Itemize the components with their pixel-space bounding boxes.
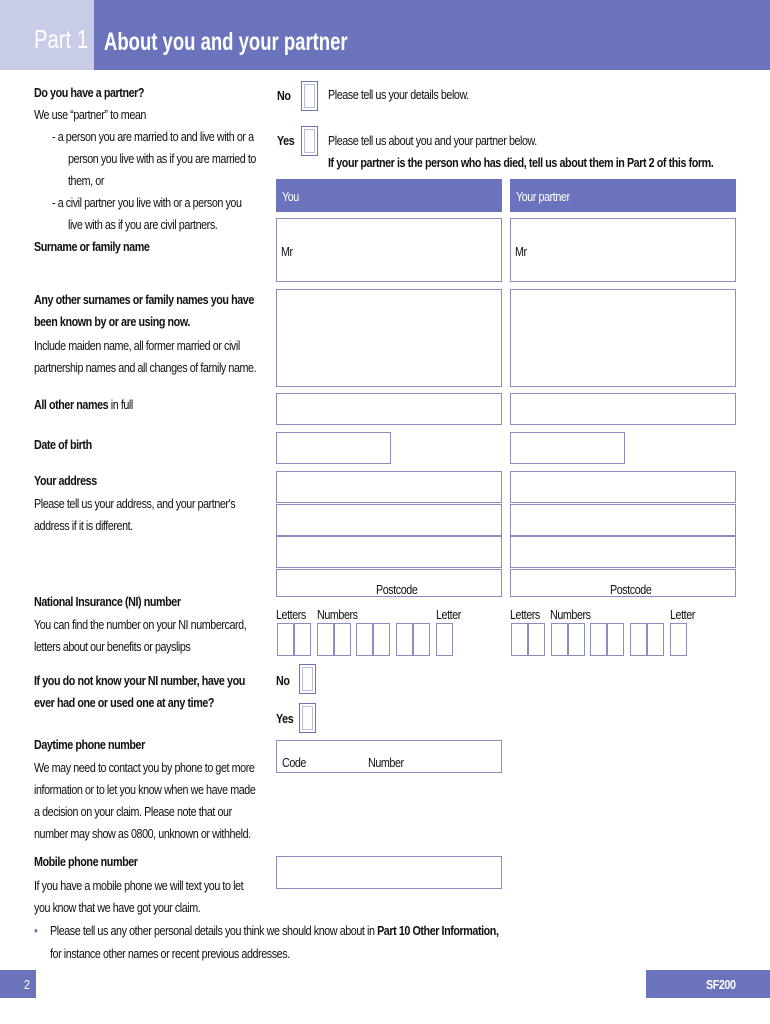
ni-you-cell-2[interactable] [294, 623, 311, 656]
ni-unknown-label-1: If you do not know your NI number, have you [34, 674, 245, 688]
other-surnames-help-1: Include maiden name, all former married or civil [34, 339, 240, 353]
ni-partner-cell-8[interactable] [647, 623, 664, 656]
ni-you-cell-4[interactable] [334, 623, 351, 656]
partner-yes-checkbox[interactable] [301, 126, 318, 156]
address-you-line-2[interactable] [276, 504, 502, 536]
ni-partner-cell-5[interactable] [590, 623, 607, 656]
other-surnames-label-2: been known by or are using now. [34, 315, 190, 329]
ni-you-cell-3[interactable] [317, 623, 334, 656]
note-bullet: • [34, 924, 38, 938]
partner-no-text: Please tell us your details below. [328, 88, 469, 102]
other-names-you-field[interactable] [276, 393, 502, 425]
partner-intro: We use “partner” to mean [34, 108, 146, 122]
ni-you-cell-8[interactable] [413, 623, 430, 656]
ni-you-cell-5[interactable] [356, 623, 373, 656]
address-partner-line-3[interactable] [510, 536, 736, 568]
other-names-label: All other names in full [34, 398, 133, 412]
partner-definition-1a: - a person you are married to and live with or a [52, 130, 254, 144]
column-header-you [276, 179, 502, 212]
partner-definition-1b: person you live with as if you are married to [68, 152, 256, 166]
ni-partner-cell-3[interactable] [551, 623, 568, 656]
part-label: Part 1 [34, 24, 89, 54]
ni-unknown-no-label: No [276, 674, 290, 688]
surname-label: Surname or family name [34, 240, 150, 254]
ni-you-cell-6[interactable] [373, 623, 390, 656]
postcode-partner-label: Postcode [610, 583, 652, 597]
ni-help-1: You can find the number on your NI numbercard, [34, 618, 247, 632]
note-line-2: for instance other names or recent previous addresses. [50, 947, 290, 961]
daytime-phone-code-label: Code [282, 756, 306, 770]
daytime-phone-number-label: Number [368, 756, 404, 770]
address-label: Your address [34, 474, 97, 488]
postcode-you-label: Postcode [376, 583, 418, 597]
partner-definition-2b: live with as if you are civil partners. [68, 218, 218, 232]
form-code: SF200 [706, 978, 736, 992]
other-surnames-help-2: partnership names and all changes of family name. [34, 361, 257, 375]
ni-partner-letters-label: Letters [510, 608, 540, 622]
page-number: 2 [24, 978, 30, 992]
address-help-1: Please tell us your address, and your partner's [34, 497, 236, 511]
footer-page-tab [0, 970, 36, 998]
address-partner-line-2[interactable] [510, 504, 736, 536]
column-header-you-label: You [282, 190, 299, 204]
ni-partner-cell-1[interactable] [511, 623, 528, 656]
mobile-phone-help-2: you know that we have got your claim. [34, 901, 201, 915]
surname-partner-field[interactable] [510, 218, 736, 282]
mobile-phone-label: Mobile phone number [34, 855, 138, 869]
ni-unknown-no-checkbox[interactable] [299, 664, 316, 694]
ni-partner-cell-4[interactable] [568, 623, 585, 656]
other-surnames-you-field[interactable] [276, 289, 502, 387]
ni-you-cell-1[interactable] [277, 623, 294, 656]
ni-you-numbers-label: Numbers [317, 608, 358, 622]
partner-definition-2a: - a civil partner you live with or a person you [52, 196, 242, 210]
surname-you-value: Mr [281, 245, 293, 259]
mobile-phone-field[interactable] [276, 856, 502, 889]
ni-you-cell-7[interactable] [396, 623, 413, 656]
daytime-phone-label: Daytime phone number [34, 738, 145, 752]
daytime-phone-help-4: number may show as 0800, unknown or withheld. [34, 827, 251, 841]
surname-you-field[interactable] [276, 218, 502, 282]
partner-yes-label: Yes [277, 134, 295, 148]
address-you-line-3[interactable] [276, 536, 502, 568]
other-names-partner-field[interactable] [510, 393, 736, 425]
column-header-partner [510, 179, 736, 212]
partner-yes-note: If your partner is the person who has died, tell us about them in Part 2 of this form. [328, 156, 714, 170]
other-surnames-partner-field[interactable] [510, 289, 736, 387]
other-surnames-label-1: Any other surnames or family names you have [34, 293, 254, 307]
surname-partner-value: Mr [515, 245, 527, 259]
ni-unknown-yes-label: Yes [276, 712, 294, 726]
daytime-phone-help-3: a decision on your claim. Please note that our [34, 805, 232, 819]
page-title: About you and your partner [104, 28, 348, 56]
ni-label: National Insurance (NI) number [34, 595, 181, 609]
dob-partner-field[interactable] [510, 432, 625, 464]
address-help-2: address if it is different. [34, 519, 133, 533]
ni-partner-cell-2[interactable] [528, 623, 545, 656]
ni-you-letters-label: Letters [276, 608, 306, 622]
ni-you-cell-9[interactable] [436, 623, 453, 656]
ni-partner-cell-9[interactable] [670, 623, 687, 656]
mobile-phone-help-1: If you have a mobile phone we will text you to let [34, 879, 244, 893]
ni-unknown-yes-checkbox[interactable] [299, 703, 316, 733]
ni-help-2: letters about our benefits or payslips [34, 640, 191, 654]
ni-partner-cell-6[interactable] [607, 623, 624, 656]
ni-partner-cell-7[interactable] [630, 623, 647, 656]
partner-no-checkbox[interactable] [301, 81, 318, 111]
ni-you-letter-label: Letter [436, 608, 461, 622]
partner-no-label: No [277, 89, 291, 103]
ni-unknown-label-2: ever had one or used one at any time? [34, 696, 215, 710]
daytime-phone-help-1: We may need to contact you by phone to get more [34, 761, 255, 775]
dob-label: Date of birth [34, 438, 92, 452]
column-header-partner-label: Your partner [516, 190, 570, 204]
note-line-1: Please tell us any other personal details you think we should know about in Part 10 Other Information, [50, 924, 499, 938]
dob-you-field[interactable] [276, 432, 391, 464]
daytime-phone-help-2: information or to let you know when we have made [34, 783, 256, 797]
ni-partner-letter-label: Letter [670, 608, 695, 622]
partner-question: Do you have a partner? [34, 86, 145, 100]
address-partner-line-1[interactable] [510, 471, 736, 503]
ni-partner-numbers-label: Numbers [550, 608, 591, 622]
partner-yes-text: Please tell us about you and your partner below. [328, 134, 537, 148]
address-you-line-1[interactable] [276, 471, 502, 503]
partner-definition-1c: them, or [68, 174, 104, 188]
